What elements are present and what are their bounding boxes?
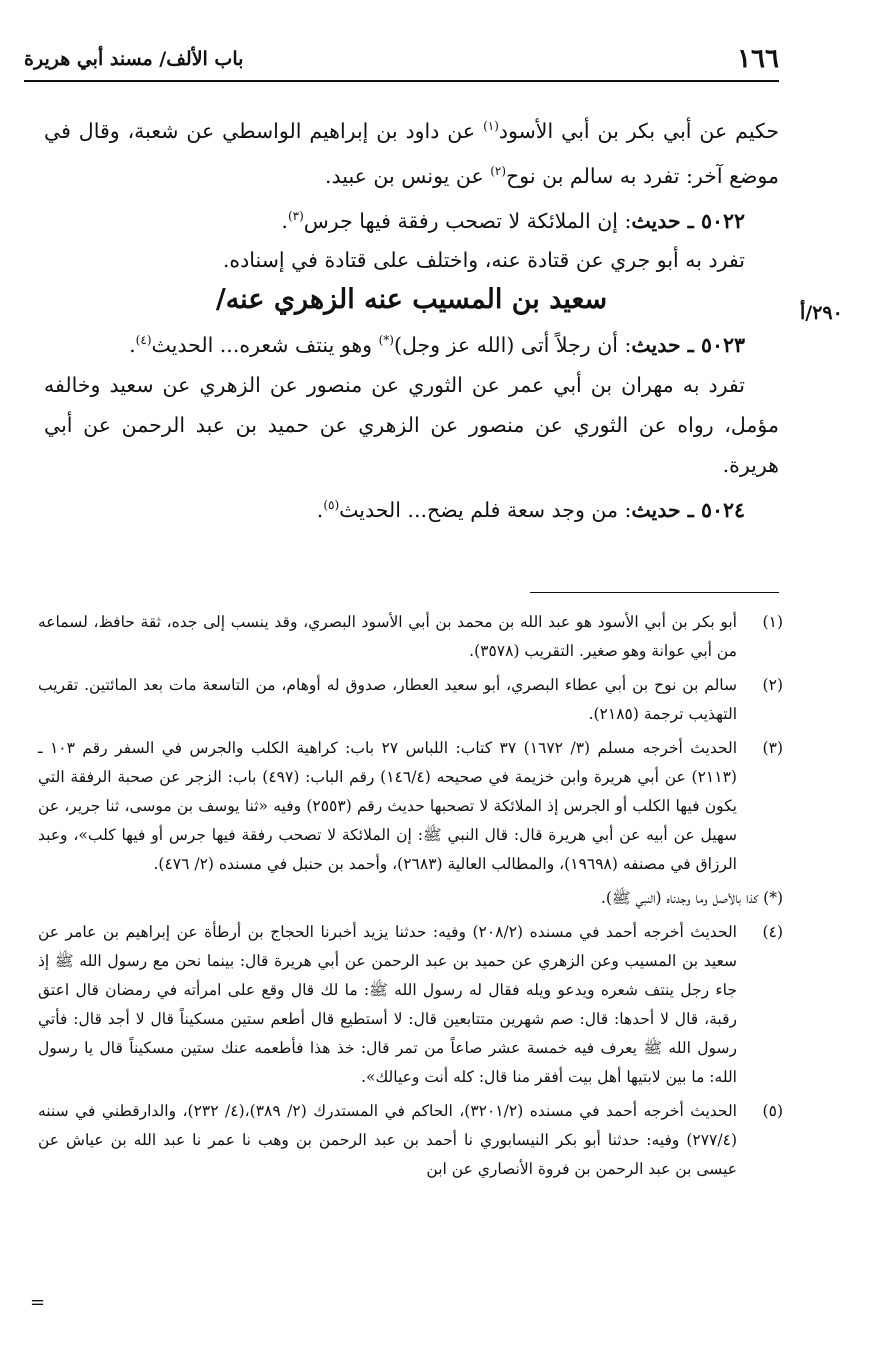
footnote-3 bbox=[38, 734, 783, 879]
footnote-mark: (٤) bbox=[762, 923, 783, 941]
page-header bbox=[24, 40, 779, 82]
paragraph-3: تفرد به مهران بن أبي عمر عن الثوري عن منصور عن الزهري عن سعيد وخالفه مؤمل، رواه عن الثوري عن منصور عن الزهري عن حميد بن عبد الرحمن عن أبي هريرة. bbox=[44, 373, 779, 478]
footnote-text: الحديث أخرجه مسلم (٣/ ١٦٧٢) ٣٧ كتاب: اللباس ٢٧ باب: كراهية الكلب والجرس في السفر رقم ١٠٣ ـ (٢١١٣) عن أبي هريرة وابن خزيمة في صحيحه (١٤٦/٤) رقم الباب: (٤٩٧) باب: الزجر عن صحبة الرفقة التي يكون فيها الكلب أو الجرس إذ الملائكة لا تصحبها حديث رقم (٢٥٥٣) وفيه «ثنا يوسف بن موسى، ثنا جرير، عن سهيل عن أبيه عن أبي هريرة قال: قال النبي ﷺ: إن الملائكة لا تصحب رفقة فيها جرس أو فيها كلب»، وعبد الرزاق في مصنفه (١٩٦٩٨)، والمطالب العالية (٢٦٨٣)، وأحمد بن حنبل في مسنده (٢/ ٤٧٦). bbox=[38, 739, 738, 873]
footnotes bbox=[38, 608, 783, 1189]
footnote-ref-4: (٤) bbox=[135, 333, 152, 348]
hadith-5023: ٥٠٢٣ ـ حديث: أن رجلاً أتى (الله عز وجل)(*) وهو ينتف شعره... الحديث$^{(٤)}$. bbox=[129, 333, 745, 358]
footnote-text: الحديث أخرجه أحمد في مسنده (٣٢٠١/٢)، الحاكم في المستدرك (٢/ ٣٨٩)،(٤/ ٢٣٢)، والدارقطني في سننه (٢٧٧/٤) وفيه: حدثنا أبو بكر النيسابوري نا أحمد بن عبد الرحمن بن وهب نا عمر نا عبد الله بن عياش عن عيسى بن عبد الرحمن بن فروة الأنصاري عن ابن bbox=[38, 1102, 737, 1178]
section-title: سعيد بن المسيب عنه الزهري عنه/ bbox=[215, 284, 608, 316]
continuation-mark: = bbox=[30, 1292, 46, 1313]
footnote-mark: (٥) bbox=[762, 1102, 783, 1120]
footnote-5 bbox=[38, 1097, 783, 1184]
footnote-ref-1: (١) bbox=[483, 119, 499, 133]
paragraph-2: تفرد به أبو جري عن قتادة عنه، واختلف على قتادة في إسناده. bbox=[222, 248, 745, 273]
footnote-2 bbox=[38, 671, 783, 729]
footnote-ref-5: (٥) bbox=[323, 498, 340, 513]
footnote-ref-3: (٣) bbox=[287, 208, 304, 223]
footnote-text: كذا بالأصل وما وجدناه (النبي ﷺ). bbox=[600, 889, 759, 907]
paragraph-1: حكيم عن أبي بكر بن أبي الأسود$^{(١)}$ عن داود بن إبراهيم الواسطي عن شعبة، وقال في موضع آخر: تفرد به سالم بن نوح$^{(٢)}$ عن يونس بن عبيد. bbox=[44, 118, 779, 188]
footnote-separator bbox=[530, 592, 779, 593]
footnote-ref-2: (٢) bbox=[490, 163, 507, 178]
footnote-mark: (٢) bbox=[762, 676, 783, 694]
page-number: ١٦٦ bbox=[737, 44, 779, 74]
footnote-mark: (*) bbox=[763, 889, 783, 907]
running-title: باب الألف/ مسند أبي هريرة bbox=[24, 48, 244, 70]
footnote-text: الحديث أخرجه أحمد في مسنده (٢٠٨/٢) وفيه: حدثنا يزيد أخبرنا الحجاج بن أرطأة عن إبراهيم بن عامر عن سعيد بن المسيب وعن الزهري عن حميد بن عبد الرحمن عن أبي هريرة قال: بينما نحن مع رسول الله ﷺ إذ جاء رجل ينتف شعره ويدعو ويله فقال له رسول الله ﷺ: ما لك قال وقع على امرأته في رمضان قال اعتق رقبة، قال لا أحدها: قال: صم شهرين متتابعين قال: لا أستطيع قال أطعم ستين مسكيناً قال لا أجد قال: فأتي رسول الله ﷺ يعرف فيه خمسة عشر صاعاً من تمر قال: خذ هذا فأطعمه عنك ستين مسكيناً قال يا رسول الله: ما بين لابتيها أهل بيت أفقر منا قال: كله أنت وعيالك». bbox=[38, 923, 737, 1086]
footnote-text: أبو بكر بن أبي الأسود هو عبد الله بن محمد بن أبي الأسود البصري، وقد ينسب إلى جده، ثقة حافظ، لسماعه من أبي عوانة وهو صغير. التقريب (٣٥٧٨). bbox=[38, 613, 737, 660]
footnote-mark: (٣) bbox=[762, 739, 783, 757]
footnote-4 bbox=[38, 918, 783, 1092]
hadith-5022: ٥٠٢٢ ـ حديث: إن الملائكة لا تصحب رفقة فيها جرس$^{(٣)}$. bbox=[281, 208, 745, 233]
footnote-text: سالم بن نوح بن أبي عطاء البصري، أبو سعيد العطار، صدوق له أوهام، من التاسعة مات بعد المائتين. تقريب التهذيب ترجمة (٢١٨٥). bbox=[38, 676, 738, 723]
footnote-star bbox=[38, 884, 783, 913]
footnote-ref-star: (*) bbox=[378, 333, 394, 348]
margin-folio-note: ٢٩٠/أ bbox=[800, 302, 843, 324]
main-text bbox=[44, 106, 779, 530]
hadith-5024: ٥٠٢٤ ـ حديث: من وجد سعة فلم يضح... الحديث$^{(٥)}$. bbox=[316, 498, 745, 523]
footnote-mark: (١) bbox=[762, 613, 783, 631]
footnote-1 bbox=[38, 608, 783, 666]
